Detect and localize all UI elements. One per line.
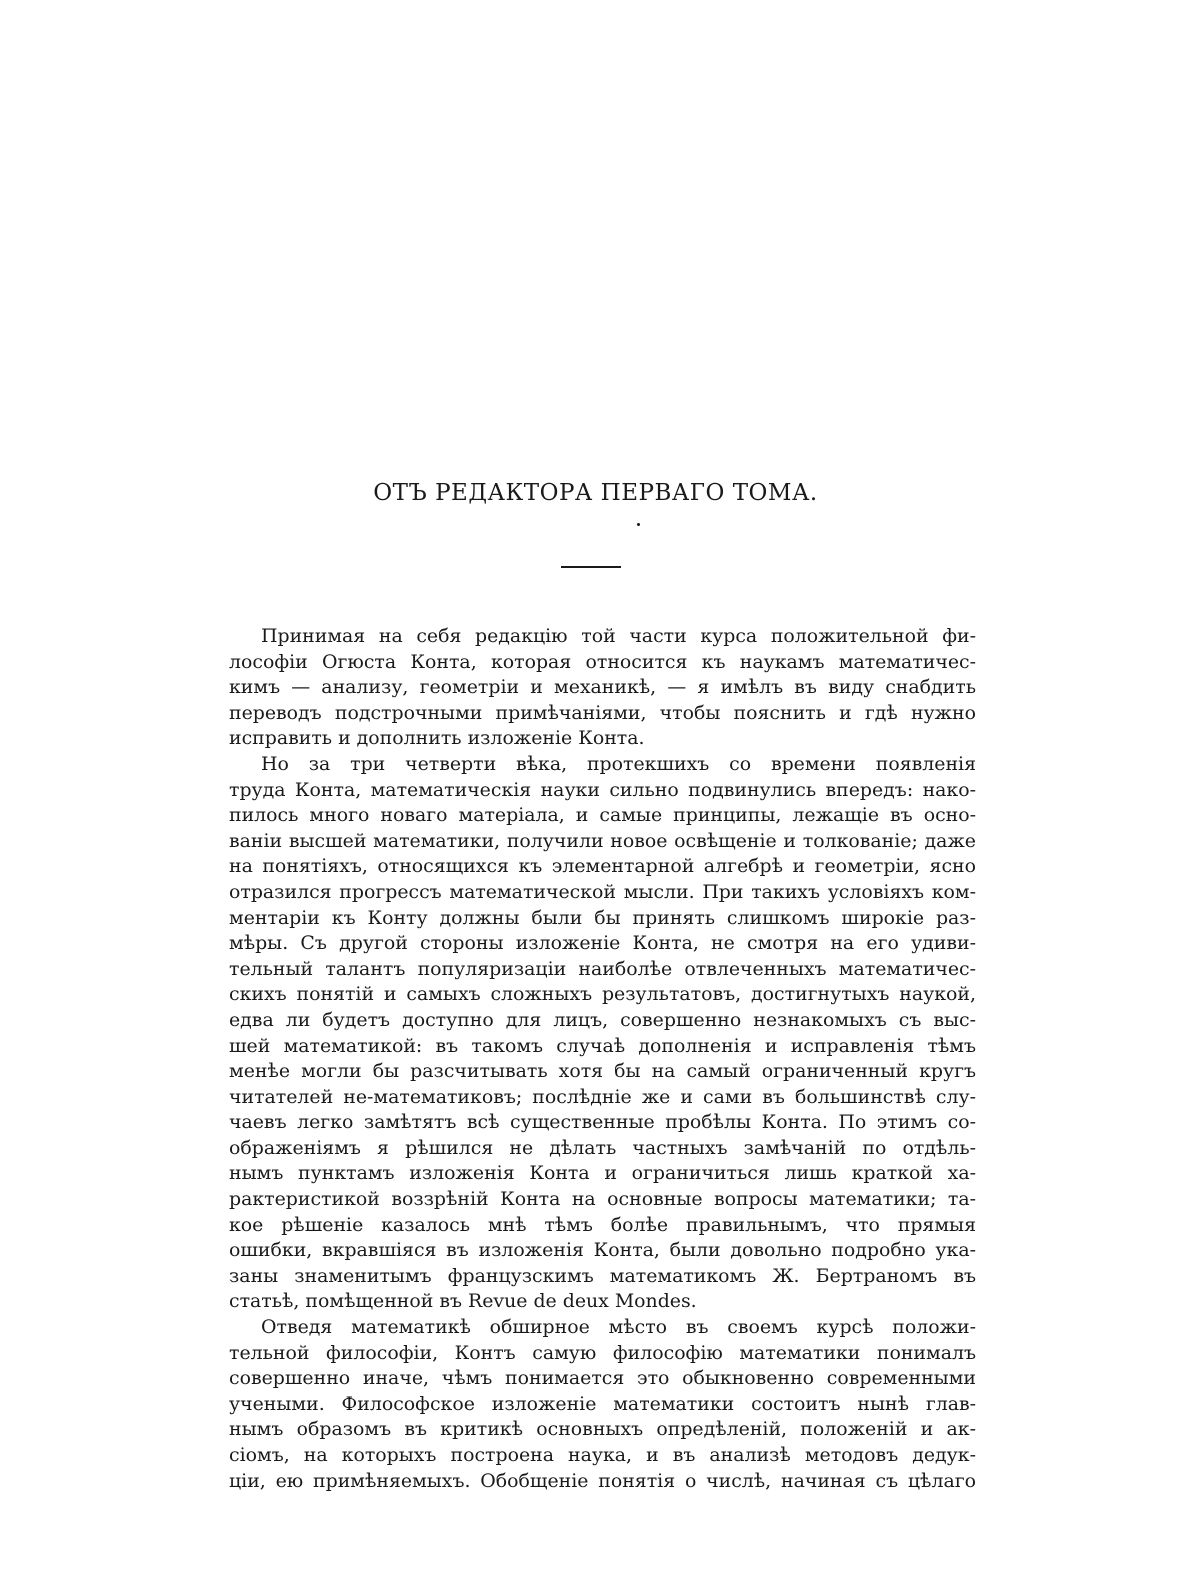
text-line: ментаріи къ Конту должны были бы принять слишкомъ широкіе раз- [229,906,976,929]
text-line: чаевъ легко замѣтятъ всѣ существенные пробѣлы Конта. По этимъ со- [229,1111,976,1134]
text-line: кимъ — анализу, геометріи и механикѣ, — я имѣлъ въ виду снабдить [229,676,976,699]
page-heading: ОТЪ РЕДАКТОРА ПЕРВАГО ТОМА. [373,480,818,506]
text-line: совершенно иначе, чѣмъ понимается это обыкновенно современными [229,1367,976,1390]
text-line: учеными. Философское изложеніе математики состоитъ нынѣ глав- [229,1392,976,1415]
text-line: труда Конта, математическія науки сильно подвинулись впередъ: нако- [229,778,976,801]
text-line: нымъ образомъ въ критикѣ основныхъ опредѣленій, положеній и ак- [229,1418,976,1441]
text-line: Но за три четверти вѣка, протекшихъ со времени появленія [261,752,976,775]
ornament-dot [637,523,640,526]
text-line: Отведя математикѣ обширное мѣсто въ своемъ курсѣ положи- [261,1316,976,1339]
text-line: шей математикой: въ такомъ случаѣ дополненія и исправленія тѣмъ [229,1034,976,1057]
text-line: ціи, ею примѣняемыхъ. Обобщеніе понятія о числѣ, начиная съ цѣлаго [229,1469,976,1492]
text-line: пилось много новаго матеріала, и самые принципы, лежащіе въ осно- [229,804,976,827]
text-line: переводъ подстрочными примѣчаніями, чтобы пояснить и гдѣ нужно [229,701,976,724]
text-line: ошибки, вкравшіяся въ изложенія Конта, были довольно подробно ука- [229,1239,976,1262]
text-line: рактеристикой воззрѣній Конта на основные вопросы математики; та- [229,1188,976,1211]
text-line: тельный талантъ популяризаціи наиболѣе отвлеченныхъ математичес- [229,957,976,980]
text-line: читателей не-математиковъ; послѣдніе же и сами въ большинствѣ слу- [229,1085,976,1108]
text-line: исправить и дополнить изложеніе Конта. [229,727,645,750]
text-line: статьѣ, помѣщенной въ Revue de deux Mondes. [229,1290,697,1313]
text-line: менѣе могли бы разсчитывать хотя бы на самый ограниченный кругъ [229,1060,976,1083]
text-line: тельной философіи, Контъ самую философію математики понималъ [229,1341,976,1364]
text-line: заны знаменитымъ французскимъ математикомъ Ж. Бертраномъ въ [229,1264,976,1287]
text-line: скихъ понятій и самыхъ сложныхъ результатовъ, достигнутыхъ наукой, [229,983,976,1006]
text-line: отразился прогрессъ математической мысли. При такихъ условіяхъ ком- [229,880,976,903]
heading-rule [561,566,621,568]
text-line: Принимая на себя редакцію той части курса положительной фи- [261,625,976,647]
text-line: лософіи Огюста Конта, которая относится къ наукамъ математичес- [229,650,976,673]
text-line: ваніи высшей математики, получили новое освѣщеніе и толкованіе; даже [229,829,976,852]
text-line: нымъ пунктамъ изложенія Конта и ограничиться лишь краткой ха- [229,1162,976,1185]
text-line: кое рѣшеніе казалось мнѣ тѣмъ болѣе правильнымъ, что прямыя [229,1213,976,1236]
text-line: на понятіяхъ, относящихся къ элементарной алгебрѣ и геометріи, ясно [229,855,976,878]
text-line: мѣры. Съ другой стороны изложеніе Конта, не смотря на его удиви- [229,932,976,955]
body-text [229,624,976,1494]
text-line: сіомъ, на которыхъ построена наука, и въ анализѣ методовъ дедук- [229,1444,976,1466]
text-line: едва ли будетъ доступно для лицъ, совершенно незнакомыхъ съ выс- [229,1008,976,1031]
text-line: ображеніямъ я рѣшился не дѣлать частныхъ замѣчаній по отдѣль- [229,1136,976,1159]
